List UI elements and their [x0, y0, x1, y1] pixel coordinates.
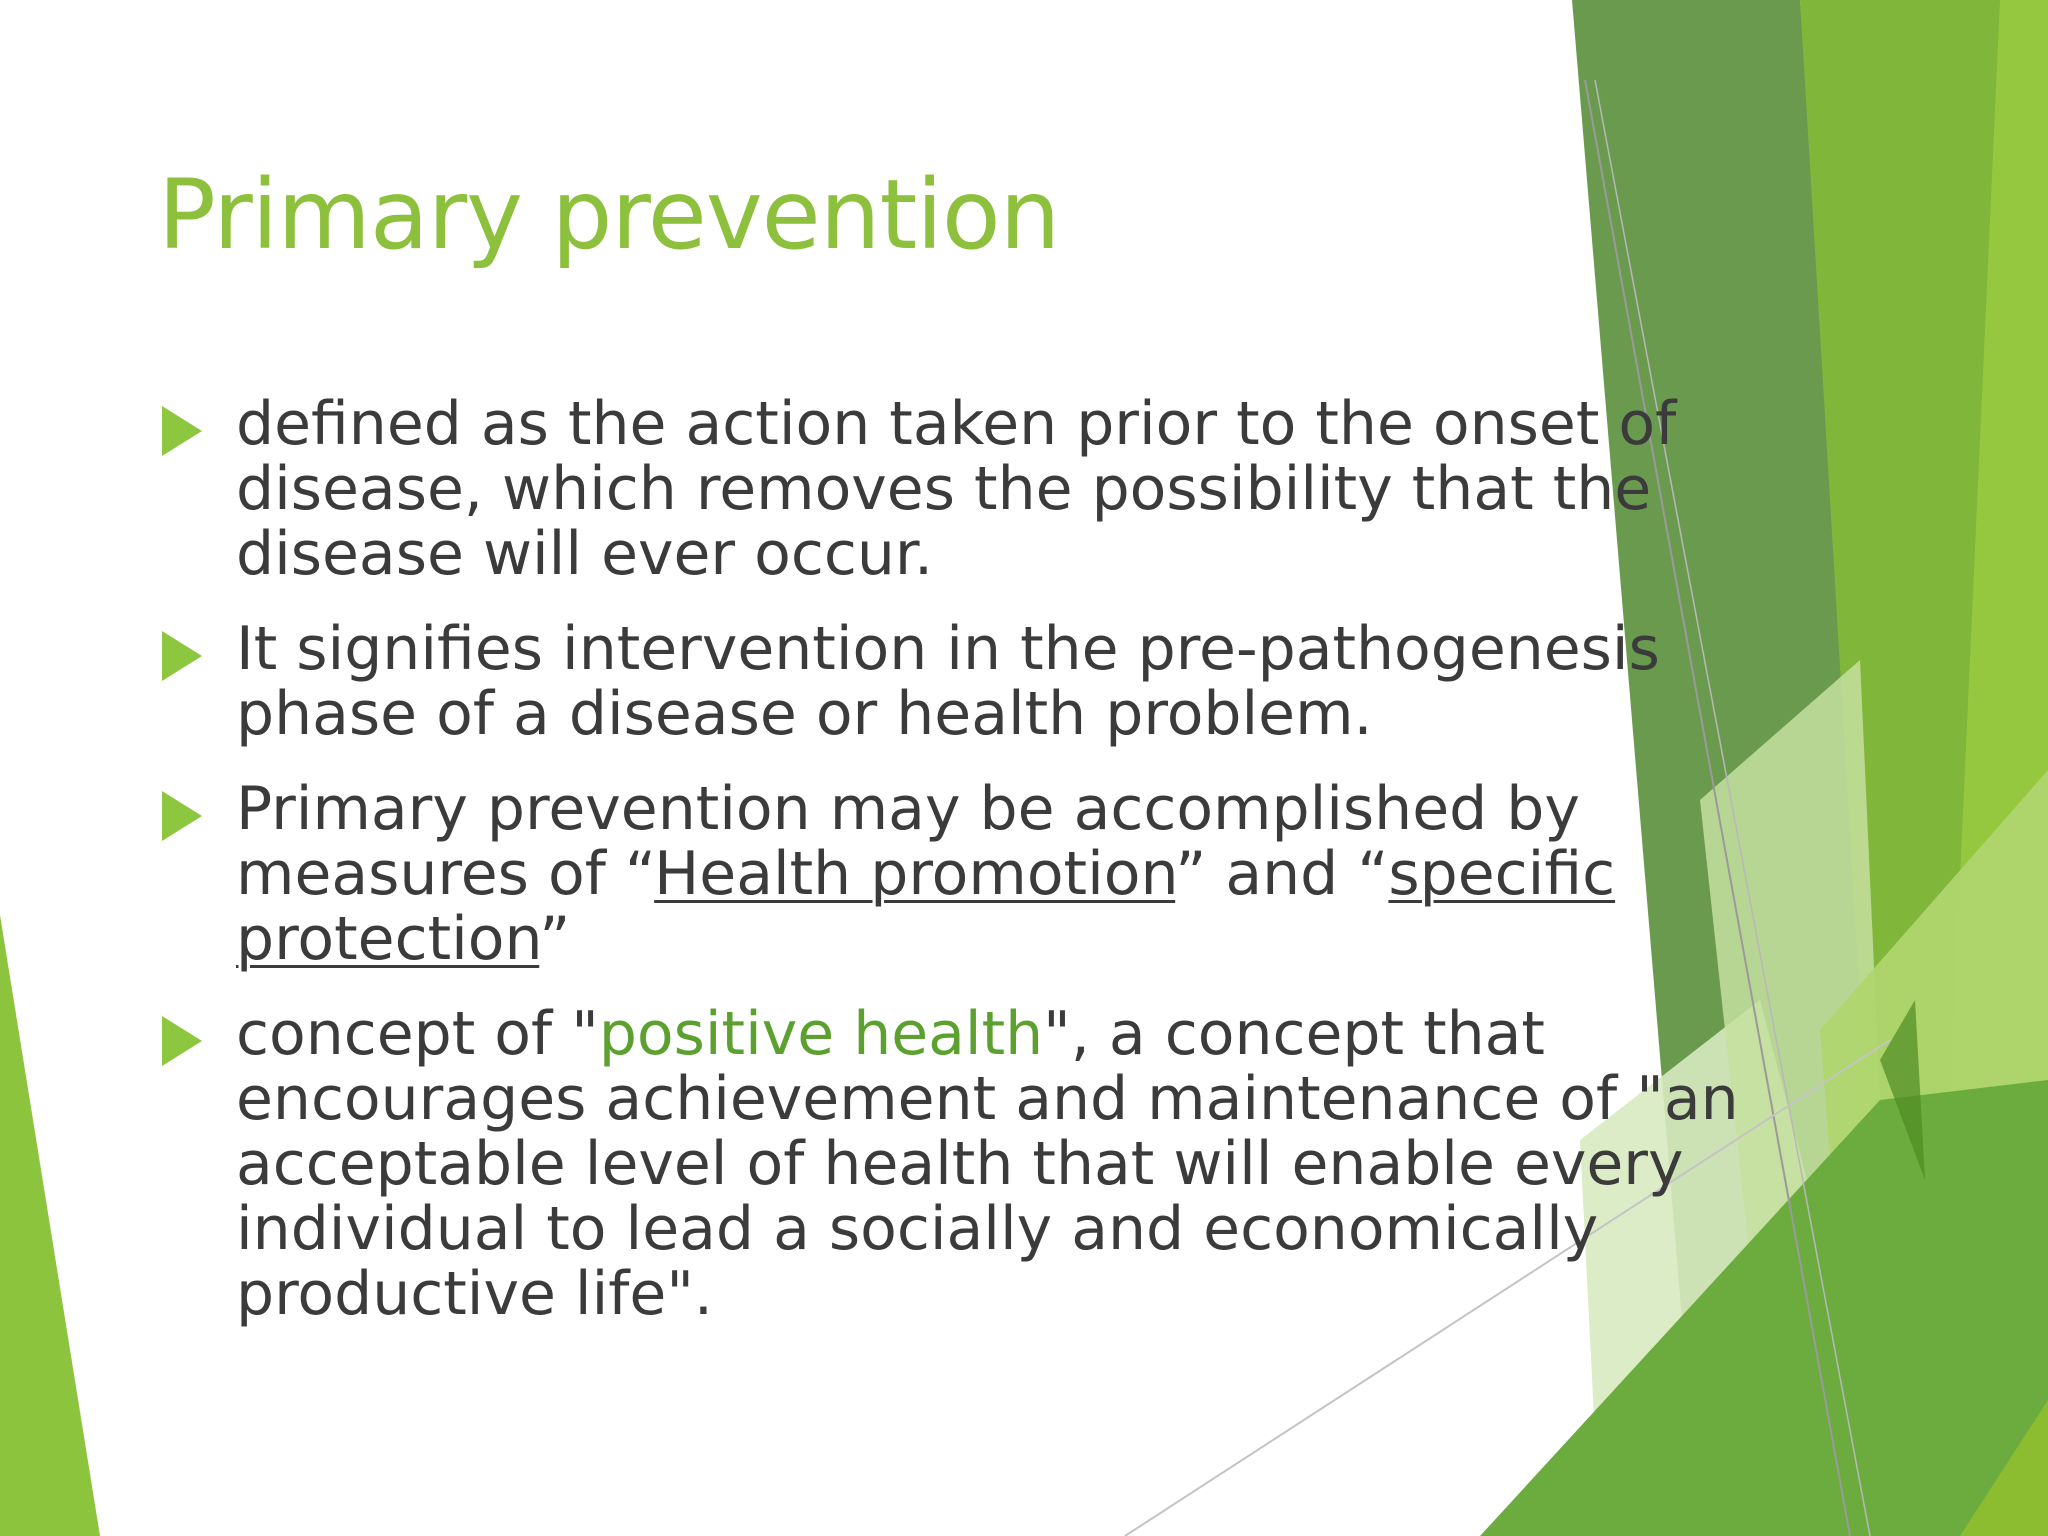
bullet-text-post: ”	[539, 904, 571, 974]
slide-title: Primary prevention	[158, 159, 1060, 271]
bullet-text-pre: concept of "	[236, 999, 599, 1069]
bullet-text-mid: ” and “	[1175, 839, 1389, 909]
bullet-text: It signifies intervention in the pre-pathogenesis phase of a disease or health problem.	[236, 614, 1660, 749]
triangle-right-icon	[162, 1016, 202, 1066]
triangle-right-icon	[162, 406, 202, 456]
bullet-list	[158, 389, 1758, 1357]
bullet-text-post: ", a concept that encourages achievement and maintenance of "an acceptable level of health that will enable every individual to lead a socially and economically productive life".	[236, 999, 1739, 1329]
bullet-text: defined as the action taken prior to the onset of disease, which removes the possibility that the disease will ever occur.	[236, 389, 1677, 589]
health-promotion-link[interactable]: Health promotion	[654, 839, 1176, 909]
bullet-text	[236, 999, 1758, 1329]
bullet-item-accomplished	[158, 774, 1758, 974]
bullet-text	[236, 774, 1758, 974]
bullet-text-pre: Primary prevention may be accomplished by measures of “	[236, 774, 1580, 909]
bullet-item-definition	[158, 389, 1758, 589]
triangle-right-icon	[162, 631, 202, 681]
positive-health-highlight: positive health	[598, 999, 1044, 1069]
specific-protection-link[interactable]: specific protection	[236, 839, 1616, 974]
bullet-item-positive-health	[158, 999, 1758, 1329]
triangle-right-icon	[162, 791, 202, 841]
bullet-item-intervention	[158, 614, 1758, 749]
